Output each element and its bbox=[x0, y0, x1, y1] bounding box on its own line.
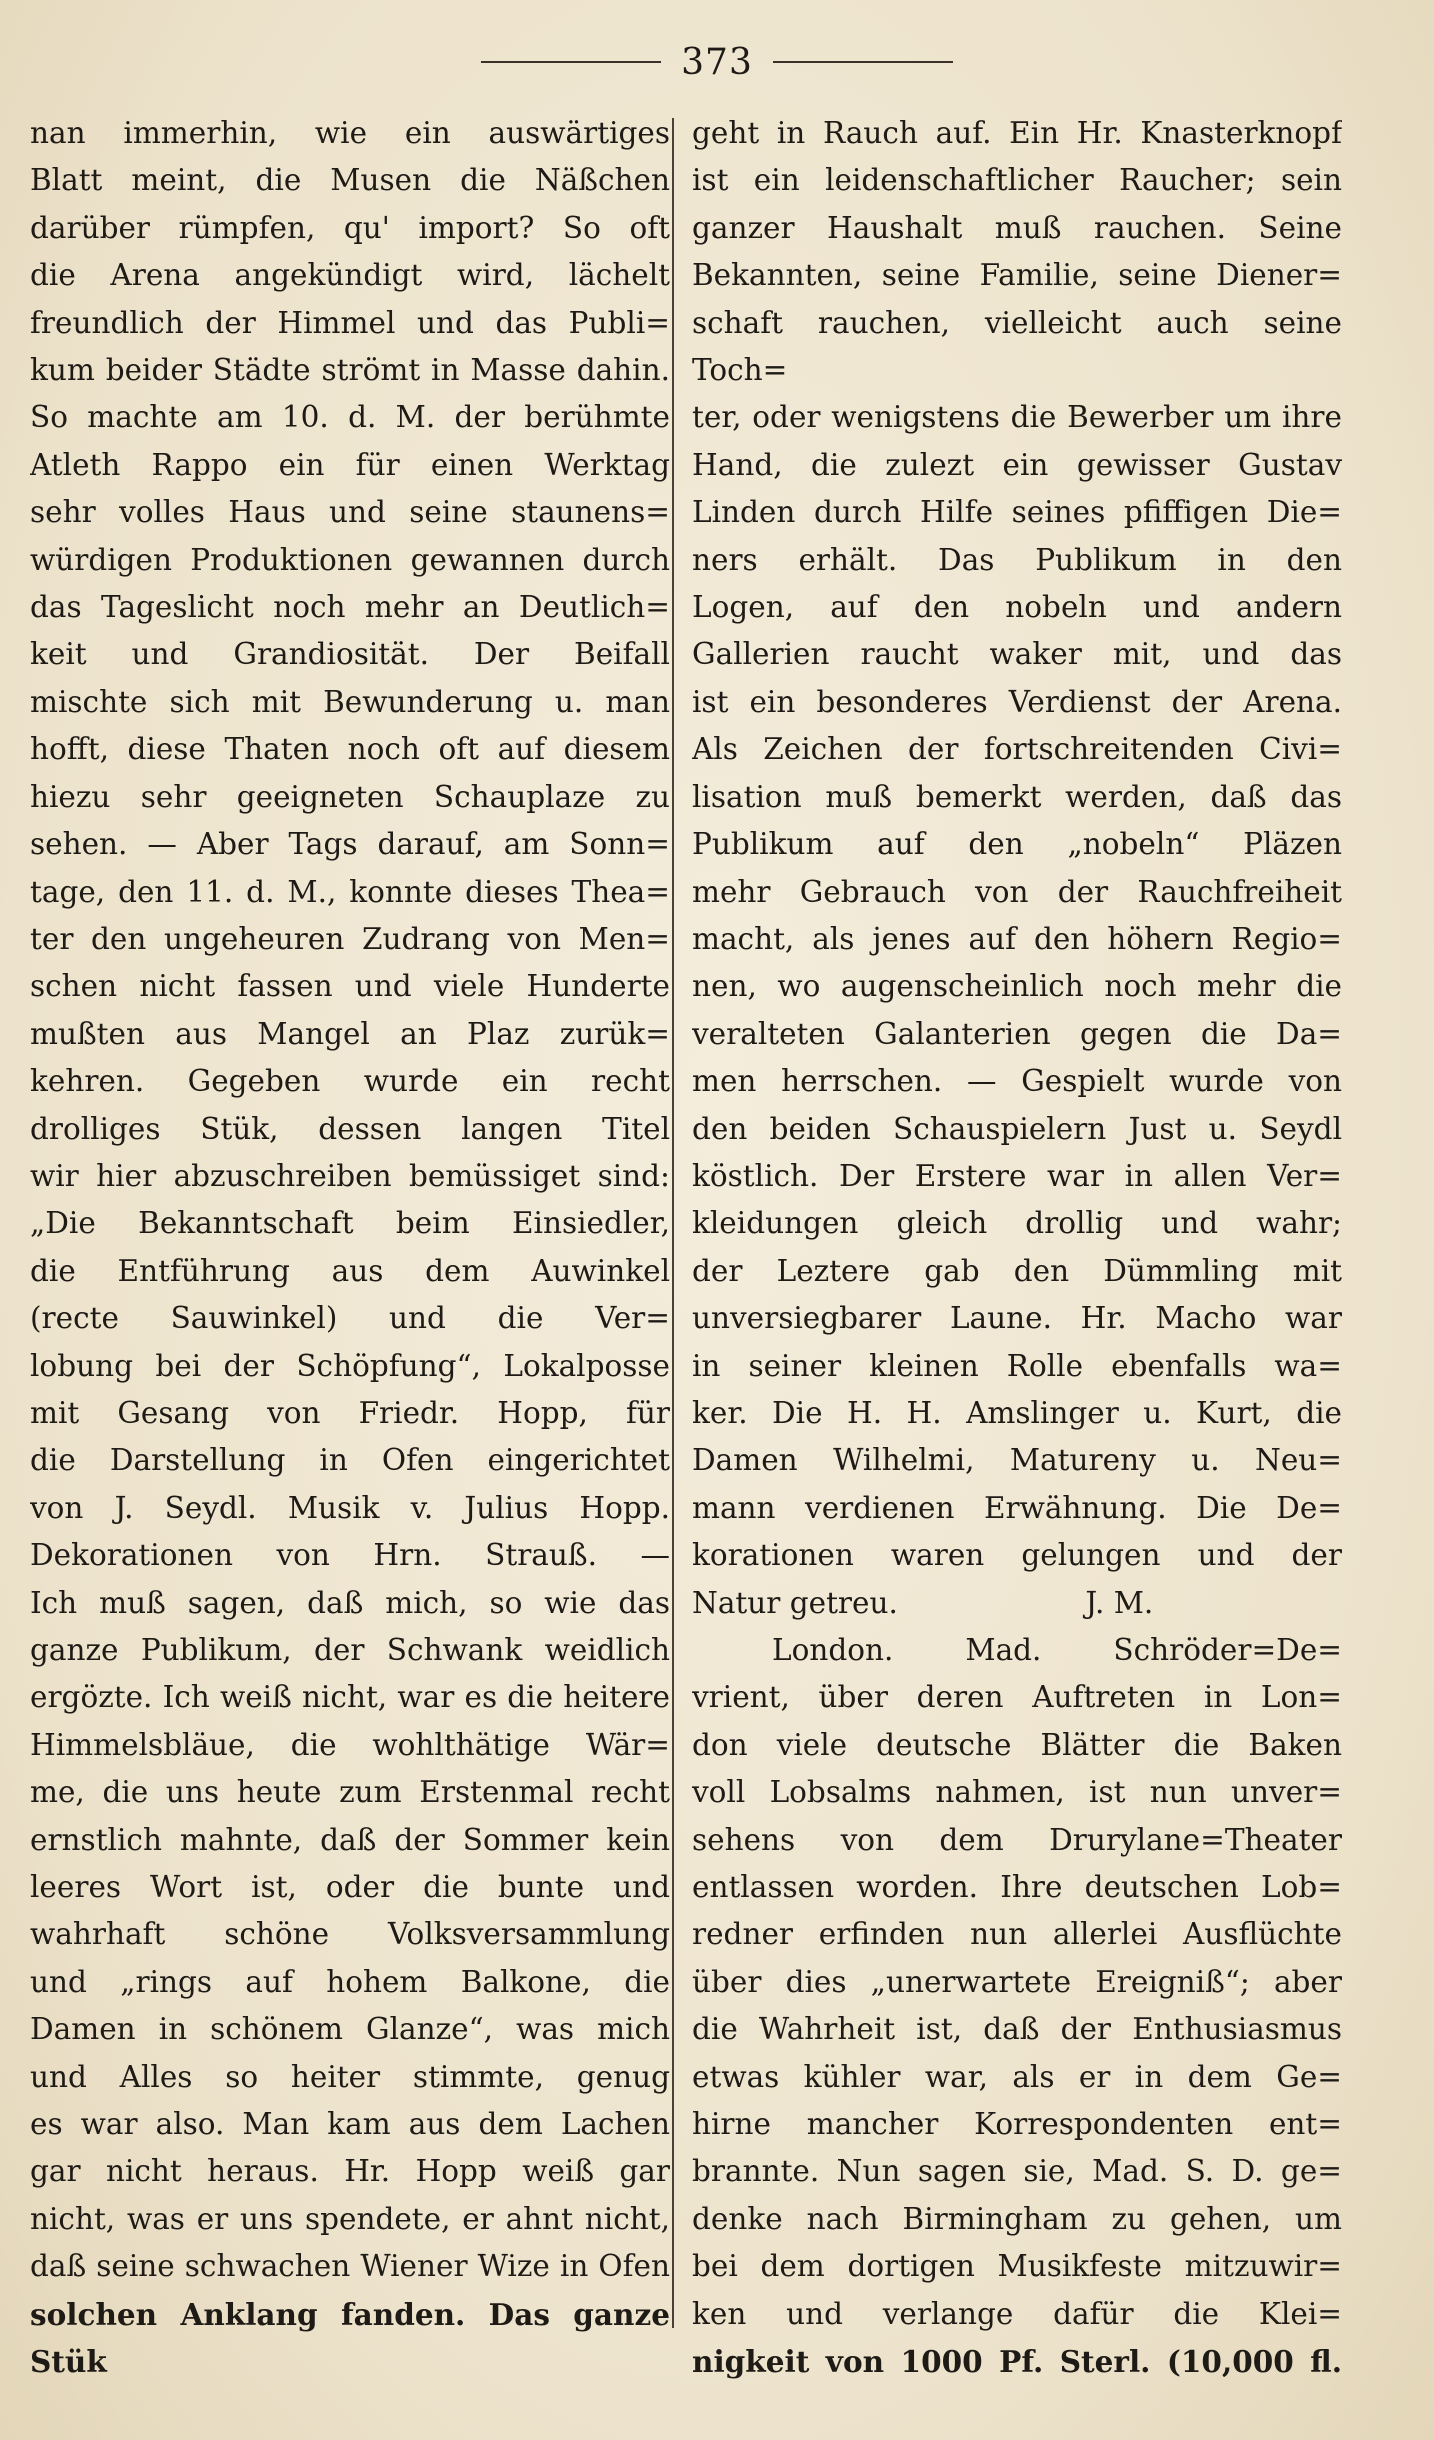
text-line: kleidungen gleich drollig und wahr; bbox=[692, 1206, 1342, 1241]
text-line: „Die Bekanntschaft beim Einsiedler, bbox=[30, 1206, 670, 1241]
text-line: und Alles so heiter stimmte, genug bbox=[30, 2059, 670, 2094]
text-line: So machte am 10. d. M. der berühmte bbox=[30, 400, 670, 435]
text-line: sehen. — Aber Tags darauf, am Sonn= bbox=[30, 827, 670, 862]
text-line: die Wahrheit ist, daß der Enthusiasmus bbox=[692, 2012, 1342, 2047]
text-line: Dekorationen von Hrn. Strauß. — bbox=[30, 1538, 670, 1573]
text-line: die Entführung aus dem Auwinkel bbox=[30, 1253, 670, 1288]
text-line: Ich muß sagen, daß mich, so wie das bbox=[30, 1585, 670, 1620]
column-divider bbox=[672, 118, 674, 2328]
text-line: (recte Sauwinkel) und die Ver= bbox=[30, 1301, 670, 1336]
text-line: don viele deutsche Blätter die Baken bbox=[692, 1727, 1342, 1762]
text-line: hofft, diese Thaten noch oft auf diesem bbox=[30, 732, 670, 767]
text-line: macht, als jenes auf den höhern Regio= bbox=[692, 921, 1342, 956]
text-line: wir hier abzuschreiben bemüssiget sind: bbox=[30, 1158, 670, 1193]
text-line: solchen Anklang fanden. Das ganze Stük bbox=[30, 2296, 670, 2380]
text-line: und „rings auf hohem Balkone, die bbox=[30, 1964, 670, 1999]
text-line: nan immerhin, wie ein auswärtiges bbox=[30, 116, 670, 150]
text-line: mit Gesang von Friedr. Hopp, für bbox=[30, 1395, 670, 1430]
text-line: sehens von dem Drurylane=Theater bbox=[692, 1822, 1342, 1857]
text-line: von J. Seydl. Musik v. Julius Hopp. bbox=[30, 1490, 670, 1525]
text-line: Damen Wilhelmi, Matureny u. Neu= bbox=[692, 1443, 1342, 1478]
text-line: Logen, auf den nobeln und andern bbox=[692, 590, 1342, 625]
text-line: ist ein besonderes Verdienst der Arena. bbox=[692, 684, 1342, 719]
text-line: leeres Wort ist, oder die bunte und bbox=[30, 1870, 670, 1905]
text-line: kehren. Gegeben wurde ein recht bbox=[30, 1064, 670, 1099]
text-line: lobung bei der Schöpfung“, Lokalposse bbox=[30, 1348, 670, 1383]
text-line: me, die uns heute zum Erstenmal recht bbox=[30, 1775, 670, 1810]
text-line: ter, oder wenigstens die Bewerber um ihre bbox=[692, 400, 1342, 435]
text-line: tage, den 11. d. M., konnte dieses Thea= bbox=[30, 874, 670, 909]
text-line: gar nicht heraus. Hr. Hopp weiß gar bbox=[30, 2154, 670, 2189]
text-line: bei dem dortigen Musikfeste mitzuwir= bbox=[692, 2249, 1342, 2284]
text-line: korationen waren gelungen und der bbox=[692, 1538, 1342, 1573]
text-line: unversiegbarer Laune. Hr. Macho war bbox=[692, 1301, 1342, 1336]
text-line: voll Lobsalms nahmen, ist nun unver= bbox=[692, 1775, 1342, 1810]
text-line: etwas kühler war, als er in dem Ge= bbox=[692, 2059, 1342, 2094]
text-line: hirne mancher Korrespondenten ent= bbox=[692, 2107, 1342, 2142]
text-line: die Arena angekündigt wird, lächelt bbox=[30, 258, 670, 293]
text-line: ker. Die H. H. Amslinger u. Kurt, die bbox=[692, 1395, 1342, 1430]
text-line: nen, wo augenscheinlich noch mehr die bbox=[692, 969, 1342, 1004]
text-line: die Darstellung in Ofen eingerichtet bbox=[30, 1443, 670, 1478]
text-line: kum beider Städte strömt in Masse dahin. bbox=[30, 353, 670, 388]
text-line: sehr volles Haus und seine staunens= bbox=[30, 495, 670, 530]
text-line: mann verdienen Erwähnung. Die De= bbox=[692, 1490, 1342, 1525]
text-line: schen nicht fassen und viele Hunderte bbox=[30, 969, 670, 1004]
text-line: London. Mad. Schröder=De= bbox=[772, 1633, 1342, 1667]
text-line: das Tageslicht noch mehr an Deutlich= bbox=[30, 590, 670, 625]
left-column bbox=[30, 110, 670, 2386]
text-line: Himmelsbläue, die wohlthätige Wär= bbox=[30, 1727, 670, 1762]
text-line: vrient, über deren Auftreten in Lon= bbox=[692, 1680, 1342, 1715]
text-line: freundlich der Himmel und das Publi= bbox=[30, 305, 670, 340]
text-line: mischte sich mit Bewunderung u. man bbox=[30, 684, 670, 719]
text-line: daß seine schwachen Wiener Wize in Ofen bbox=[30, 2249, 670, 2284]
text-line: lisation muß bemerkt werden, daß das bbox=[692, 779, 1342, 814]
text-line: den beiden Schauspielern Just u. Seydl bbox=[692, 1111, 1342, 1146]
text-line: ganze Publikum, der Schwank weidlich bbox=[30, 1633, 670, 1667]
text-line: ergözte. Ich weiß nicht, war es die heitere bbox=[30, 1680, 670, 1715]
page-number: 373 bbox=[681, 41, 753, 83]
text-line: ernstlich mahnte, daß der Sommer kein bbox=[30, 1822, 670, 1857]
text-line: Bekannten, seine Familie, seine Diener= bbox=[692, 258, 1342, 293]
text-line: ners erhält. Das Publikum in den bbox=[692, 542, 1342, 577]
text-line: drolliges Stük, dessen langen Titel bbox=[30, 1111, 670, 1146]
text-line: Atleth Rappo ein für einen Werktag bbox=[30, 447, 670, 482]
text-line: Damen in schönem Glanze“, was mich bbox=[30, 2012, 670, 2047]
text-line: es war also. Man kam aus dem Lachen bbox=[30, 2107, 670, 2142]
text-line: Blatt meint, die Musen die Näßchen bbox=[30, 163, 670, 198]
header-rule-left bbox=[481, 61, 661, 63]
text-line: keit und Grandiosität. Der Beifall bbox=[30, 637, 670, 672]
text-line: in seiner kleinen Rolle ebenfalls wa= bbox=[692, 1348, 1342, 1383]
text-line: über dies „unerwartete Ereigniß“; aber bbox=[692, 1964, 1342, 1999]
page-header bbox=[0, 38, 1434, 86]
text-line: ist ein leidenschaftlicher Raucher; sein bbox=[692, 163, 1342, 198]
text-line: mußten aus Mangel an Plaz zurük= bbox=[30, 1016, 670, 1051]
text-line: Als Zeichen der fortschreitenden Civi= bbox=[692, 732, 1342, 767]
text-line: würdigen Produktionen gewannen durch bbox=[30, 542, 670, 577]
text-line: darüber rümpfen, qu' import? So oft bbox=[30, 210, 670, 245]
text-line: köstlich. Der Erstere war in allen Ver= bbox=[692, 1158, 1342, 1193]
text-line: schaft rauchen, vielleicht auch seine Toch= bbox=[692, 305, 1342, 388]
right-column bbox=[692, 110, 1342, 2386]
text-line: nicht, was er uns spendete, er ahnt nicht, bbox=[30, 2201, 670, 2236]
text-line: mehr Gebrauch von der Rauchfreiheit bbox=[692, 874, 1342, 909]
text-line: der Leztere gab den Dümmling mit bbox=[692, 1253, 1342, 1288]
text-line: ken und verlange dafür die Klei= bbox=[692, 2296, 1342, 2331]
text-line: redner erfinden nun allerlei Ausflüchte bbox=[692, 1917, 1342, 1952]
text-line: entlassen worden. Ihre deutschen Lob= bbox=[692, 1870, 1342, 1905]
text-line: Gallerien raucht waker mit, und das bbox=[692, 637, 1342, 672]
header-rule-right bbox=[773, 61, 953, 63]
text-line: Natur getreu. J. M. bbox=[692, 1585, 1154, 1620]
text-line: veralteten Galanterien gegen die Da= bbox=[692, 1016, 1342, 1051]
text-line: Hand, die zulezt ein gewisser Gustav bbox=[692, 447, 1342, 482]
text-line: Linden durch Hilfe seines pfiffigen Die= bbox=[692, 495, 1342, 530]
text-line: ganzer Haushalt muß rauchen. Seine bbox=[692, 210, 1342, 245]
text-line: nigkeit von 1000 Pf. Sterl. (10,000 fl. bbox=[692, 2344, 1342, 2380]
text-line: hiezu sehr geeigneten Schauplaze zu bbox=[30, 779, 670, 814]
text-line: geht in Rauch auf. Ein Hr. Knasterknopf bbox=[692, 116, 1342, 150]
text-line: men herrschen. — Gespielt wurde von bbox=[692, 1064, 1342, 1099]
text-line: brannte. Nun sagen sie, Mad. S. D. ge= bbox=[692, 2154, 1342, 2189]
text-line: denke nach Birmingham zu gehen, um bbox=[692, 2201, 1342, 2236]
text-line: Publikum auf den „nobeln“ Pläzen bbox=[692, 827, 1342, 862]
text-line: wahrhaft schöne Volksversammlung bbox=[30, 1917, 670, 1952]
text-line: ter den ungeheuren Zudrang von Men= bbox=[30, 921, 670, 956]
